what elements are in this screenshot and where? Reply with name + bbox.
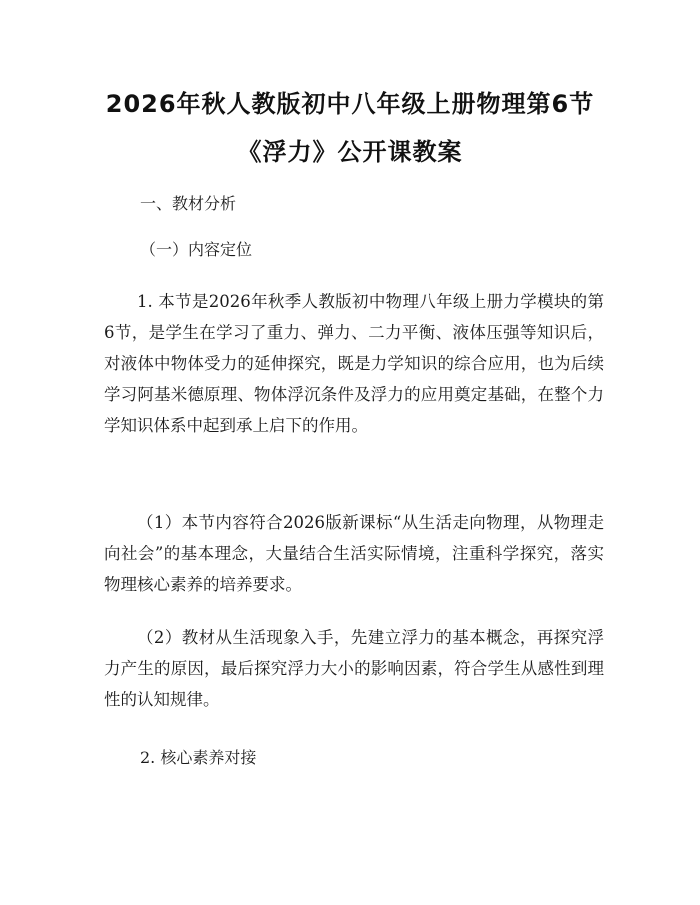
document-title-line-2: 《浮力》公开课教案 [237,138,463,166]
section-heading-textbook-analysis: 一、教材分析 [140,194,237,213]
paragraph-3: （2）教材从生活现象入手，先建立浮力的基本概念，再探究浮力产生的原因，最后探究浮力大小的影响因素，符合学生从感性到理性的认知规律。 [104,628,604,709]
paragraph-2: （1）本节内容符合2026版新课标“从生活走向物理，从物理走向社会”的基本理念，大量结合生活实际情境，注重科学探究，落实物理核心素养的培养要求。 [104,513,604,594]
paragraph-1: 1. 本节是2026年秋季人教版初中物理八年级上册力学模块的第6节，是学生在学习了重力、弹力、二力平衡、液体压强等知识后，对液体中物体受力的延伸探究，既是力学知识的综合应用，也为后续学习阿基米德原理、物体浮沉条件及浮力的应用奠定基础，在整个力学知识体系中起到承上启下的作用。 [104,292,604,435]
subsection-heading-content-positioning: （一）内容定位 [140,240,253,259]
item-heading-core-literacy: 2. 核心素养对接 [140,748,257,767]
document-title-line-1: 2026年秋人教版初中八年级上册物理第6节 [105,90,595,118]
